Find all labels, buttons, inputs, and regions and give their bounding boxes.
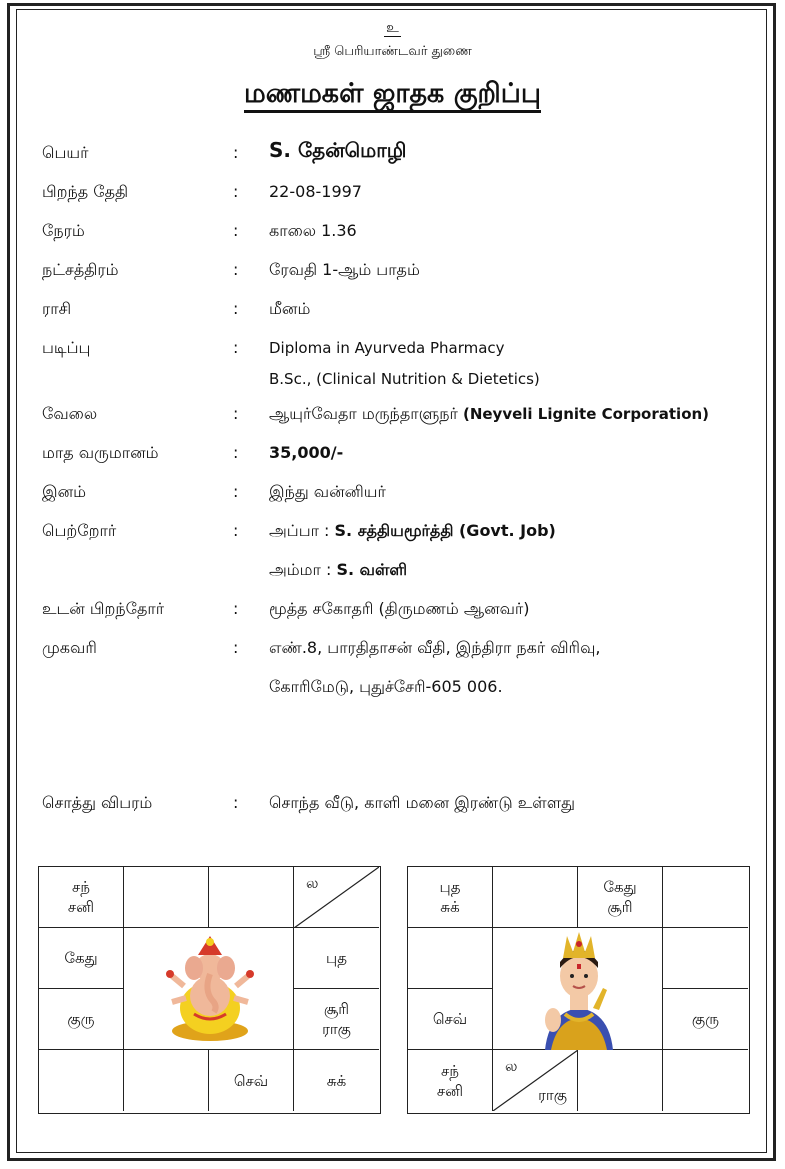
mother-value (269, 558, 407, 582)
job-title: ஆயுர்வேதா மருந்தாளுநர் (269, 404, 458, 423)
parents-label: பெற்றோர் (42, 521, 117, 540)
navamsa-house-r2c3 (663, 989, 748, 1050)
rasi-center (124, 928, 294, 1050)
planet-label: சுக் (326, 1071, 347, 1090)
planet-label: சனி (436, 1081, 464, 1100)
separator: : (233, 260, 239, 279)
father-prefix: அப்பா : (269, 521, 330, 540)
property-value: சொந்த வீடு, காளி மனை இரண்டு உள்ளது (269, 793, 576, 812)
address-label: முகவரி (42, 638, 97, 657)
separator: : (233, 404, 239, 423)
invocation-symbol: உ (386, 20, 399, 36)
planet-label: குரு (67, 1010, 95, 1028)
separator: : (233, 521, 239, 540)
community-label: இனம் (42, 482, 86, 501)
job-value (269, 402, 709, 426)
navamsa-house-r1c3 (663, 928, 748, 989)
rasi-house-r1c3 (294, 928, 379, 989)
community-value: இந்து வன்னியர் (269, 482, 386, 501)
time-label: நேரம் (42, 221, 85, 240)
planet-label: கேது (64, 949, 98, 967)
job-label: வேலை (42, 404, 98, 423)
separator: : (233, 599, 239, 618)
separator: : (233, 143, 239, 162)
rasi-house-r3c3 (294, 1050, 379, 1111)
job-organization: (Neyveli Lignite Corporation) (462, 405, 710, 423)
rasi-value: மீனம் (269, 299, 311, 318)
navamsa-house-r1c0 (408, 928, 493, 989)
planet-label: சனி (67, 898, 95, 916)
name-label: பெயர் (42, 143, 89, 162)
separator: : (233, 299, 239, 318)
rasi-label: ராசி (42, 299, 72, 318)
navamsa-house-r2c0 (408, 989, 493, 1050)
rasi-house-r2c3 (294, 989, 379, 1050)
name-value: S. தேன்மொழி (269, 138, 407, 162)
separator: : (233, 443, 239, 462)
dob-value: 22-08-1997 (269, 182, 362, 201)
navamsa-house-r3c2 (578, 1050, 663, 1111)
blessing-line: ஸ்ரீ பெரியாண்டவர் துணை (313, 44, 472, 59)
planet-label: ராகு (322, 1020, 351, 1038)
separator: : (233, 793, 239, 812)
father-value (269, 519, 556, 543)
address-line-2: கோரிமேடு, புதுச்சேரி-605 006. (269, 677, 503, 696)
siblings-value: மூத்த சகோதரி (திருமணம் ஆனவர்) (269, 599, 530, 618)
rasi-house-r0c1 (124, 867, 209, 928)
property-label: சொத்து விபரம் (42, 793, 153, 812)
time-value: காலை 1.36 (269, 221, 357, 240)
document-title: மணமகள் ஜாதக குறிப்பு (0, 78, 785, 113)
star-label: நட்சத்திரம் (42, 260, 119, 279)
planet-label: சுக் (440, 898, 460, 916)
planet-label: புத (326, 949, 347, 967)
education-line-1: Diploma in Ayurveda Pharmacy (269, 339, 505, 357)
planet-label: சந் (72, 878, 90, 896)
rasi-house-r3c2 (209, 1050, 294, 1111)
lagna-label: ல (306, 874, 319, 892)
planet-label: கேது (603, 878, 637, 896)
income-label: மாத வருமானம் (42, 443, 159, 462)
planet-label: சூரி (323, 1000, 350, 1018)
navamsa-house-r0c0 (408, 867, 493, 928)
planet-label: குரு (691, 1010, 720, 1028)
navamsa-house-r0c2 (578, 867, 663, 928)
navamsa-house-r0c3 (663, 867, 748, 928)
mother-name: S. வள்ளி (336, 560, 408, 579)
rasi-house-r1c0 (39, 928, 124, 989)
planet-label: சூரி (607, 898, 633, 916)
education-line-2: B.Sc., (Clinical Nutrition & Dietetics) (269, 370, 540, 388)
rasi-house-r3c1 (124, 1050, 209, 1111)
address-line-1: எண்.8, பாரதிதாசன் வீதி, இந்திரா நகர் விரிவு, (269, 638, 601, 657)
separator: : (233, 482, 239, 501)
separator: : (233, 221, 239, 240)
murugan-image (493, 928, 663, 1050)
rasi-house-r3c0 (39, 1050, 124, 1111)
education-label: படிப்பு (42, 338, 91, 357)
rasi-house-r0c0 (39, 867, 124, 928)
planet-label: செவ் (432, 1010, 468, 1028)
rasi-house-lagna (294, 867, 379, 928)
lagna-label: ல (505, 1057, 518, 1075)
planet-label: சந் (441, 1061, 459, 1080)
planet-label: செவ் (233, 1071, 269, 1090)
navamsa-house-r0c1 (493, 867, 578, 928)
father-name: S. சத்தியமூர்த்தி (Govt. Job) (334, 521, 556, 540)
navamsa-house-r3c0 (408, 1050, 493, 1111)
dob-label: பிறந்த தேதி (42, 182, 129, 201)
planet-label: புத (439, 878, 461, 896)
star-value: ரேவதி 1-ஆம் பாதம் (269, 260, 420, 279)
rasi-house-r0c2 (209, 867, 294, 928)
rasi-chart (38, 866, 381, 1114)
income-value: 35,000/- (269, 443, 344, 462)
rasi-house-r2c0 (39, 989, 124, 1050)
separator: : (233, 338, 239, 357)
planet-label: ராகு (538, 1086, 567, 1104)
ganesha-image (124, 928, 294, 1050)
separator: : (233, 638, 239, 657)
navamsa-chart (407, 866, 750, 1114)
separator: : (233, 182, 239, 201)
navamsa-house-r3c3 (663, 1050, 748, 1111)
navamsa-house-lagna (493, 1050, 578, 1111)
siblings-label: உடன் பிறந்தோர் (42, 599, 165, 618)
navamsa-center (493, 928, 663, 1050)
mother-prefix: அம்மா : (269, 560, 332, 579)
